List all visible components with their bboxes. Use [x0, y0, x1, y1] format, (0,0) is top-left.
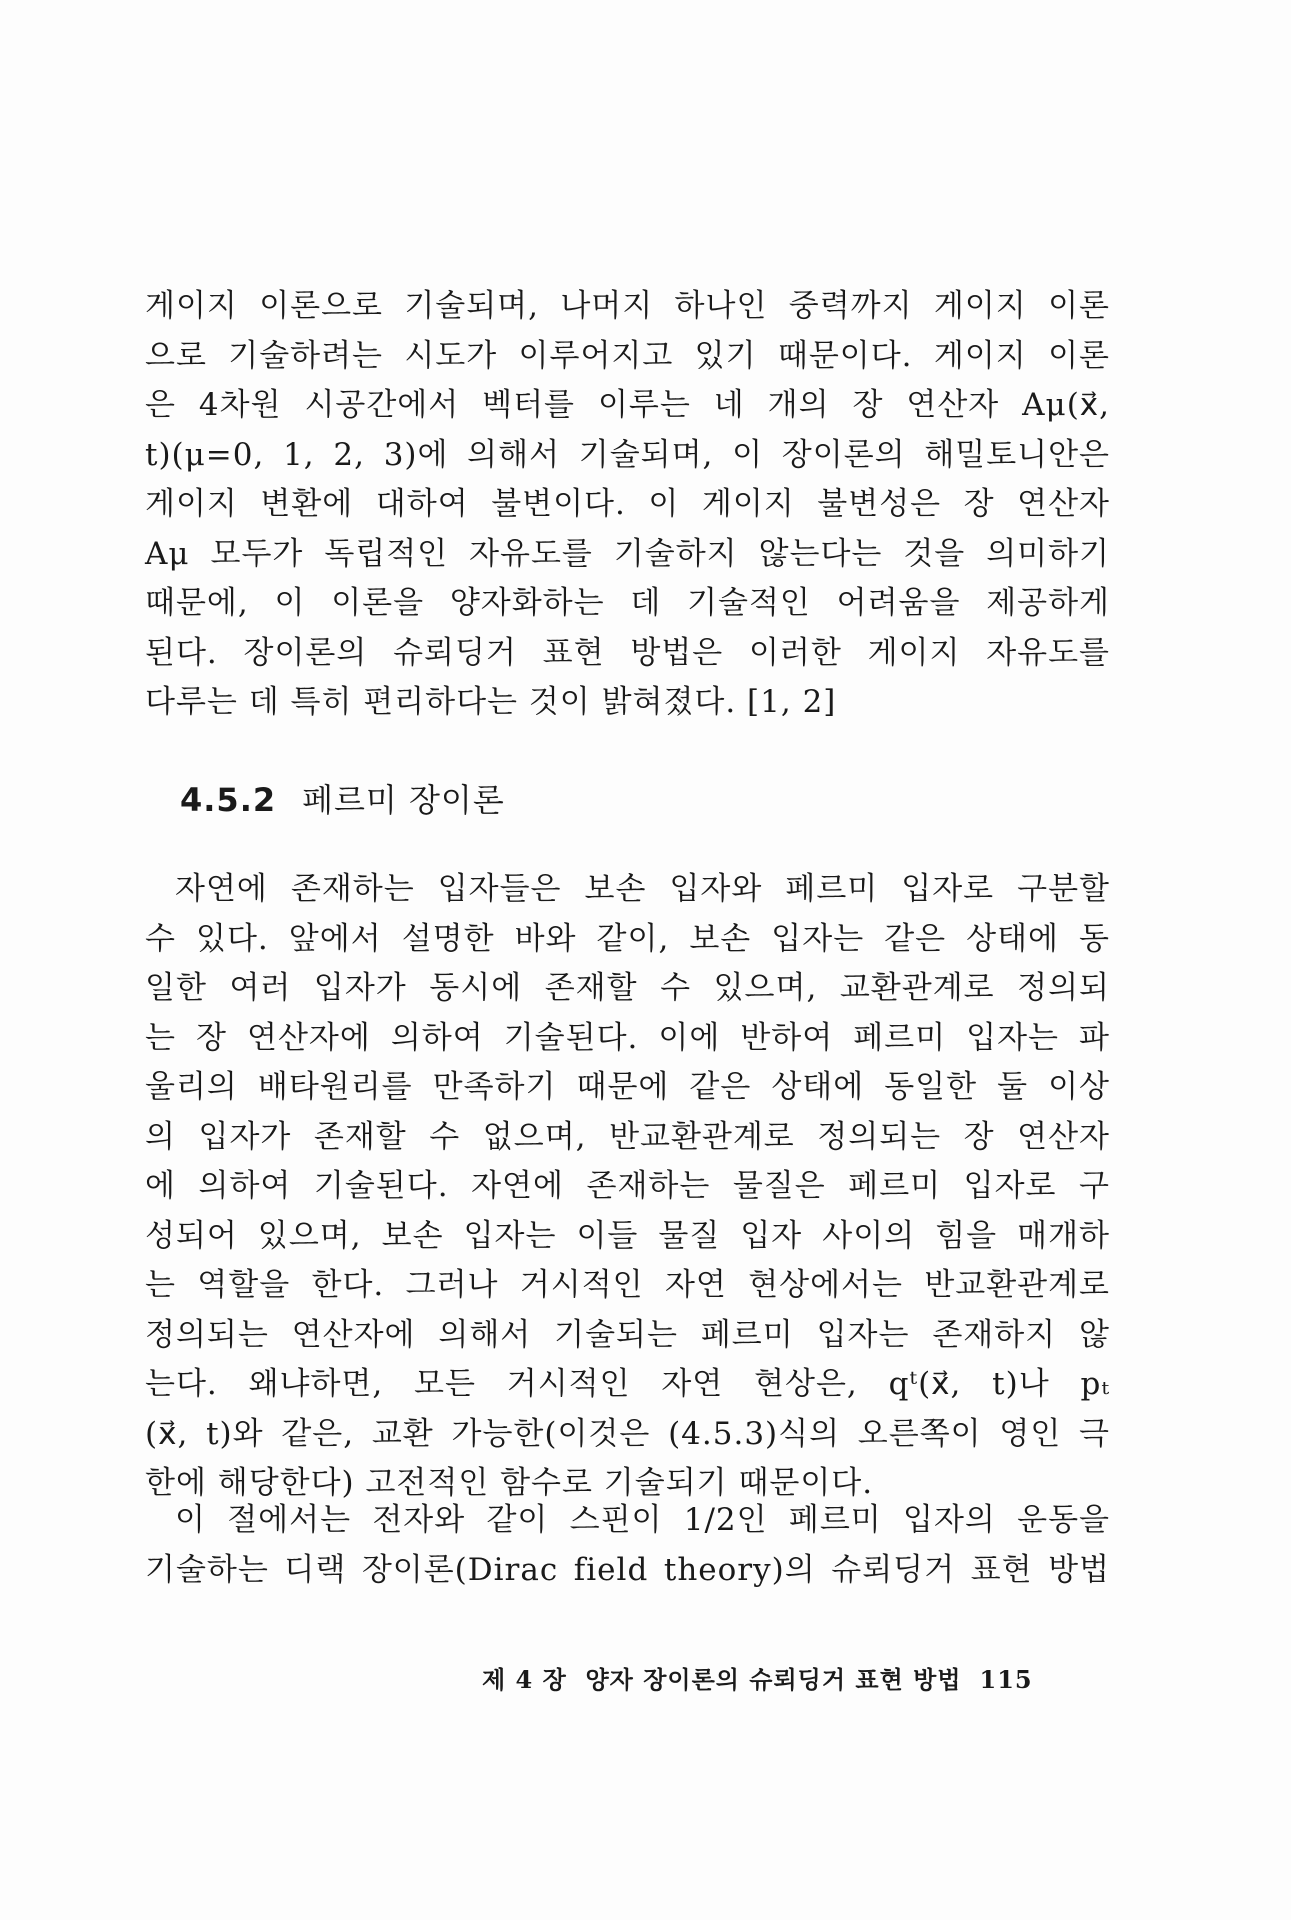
section-title: 페르미 장이론	[302, 781, 505, 819]
text-line: 에 의하여 기술된다. 자연에 존재하는 물질은 페르미 입자로 구	[145, 1168, 1110, 1204]
text-line: 자연에 존재하는 입자들은 보손 입자와 페르미 입자로 구분할	[175, 871, 1110, 907]
text-line: 성되어 있으며, 보손 입자는 이들 물질 입자 사이의 힘을 매개하	[145, 1217, 1110, 1254]
text-line: 정의되는 연산자에 의해서 기술되는 페르미 입자는 존재하지 않	[145, 1316, 1110, 1353]
text-line: 다루는 데 특히 편리하다는 것이 밝혀졌다. [1, 2]	[145, 684, 837, 720]
text-line: 때문에, 이 이론을 양자화하는 데 기술적인 어려움을 제공하게	[145, 585, 1110, 621]
text-line: 으로 기술하려는 시도가 이루어지고 있기 때문이다. 게이지 이론	[145, 337, 1110, 374]
paragraph-fermion-boson	[145, 865, 1110, 1509]
text-line: t)(μ=0, 1, 2, 3)에 의해서 기술되며, 이 장이론의 해밀토니안은	[145, 436, 1110, 473]
text-line: 는다. 왜냐하면, 모든 거시적인 자연 현상은, qᵗ(x⃗, t)나 pₜ	[145, 1366, 1110, 1402]
section-number: 4.5.2	[180, 781, 277, 819]
text-line: 울리의 배타원리를 만족하기 때문에 같은 상태에 동일한 둘 이상	[145, 1069, 1110, 1105]
text-line: 는 역할을 한다. 그러나 거시적인 자연 현상에서는 반교환관계로	[145, 1267, 1110, 1303]
text-line: 기술하는 디랙 장이론(Dirac field theory)의 슈뢰딩거 표현 방법	[145, 1551, 1110, 1588]
chapter-title: 제 4 장 양자 장이론의 슈뢰딩거 표현 방법	[482, 1665, 962, 1694]
running-footer	[482, 1660, 1033, 1695]
text-line: 은 4차원 시공간에서 벡터를 이루는 네 개의 장 연산자 Aμ(x⃗,	[145, 387, 1110, 423]
text-line: 일한 여러 입자가 동시에 존재할 수 있으며, 교환관계로 정의되	[145, 970, 1110, 1006]
section-heading	[180, 775, 505, 821]
text-line: 수 있다. 앞에서 설명한 바와 같이, 보손 입자는 같은 상태에 동	[145, 920, 1110, 957]
text-line: 한에 해당한다) 고전적인 함수로 기술되기 때문이다.	[145, 1465, 874, 1501]
text-line: (x⃗, t)와 같은, 교환 가능한(이것은 (4.5.3)식의 오른쪽이 영인 극	[145, 1415, 1110, 1452]
text-line: 게이지 이론으로 기술되며, 나머지 하나인 중력까지 게이지 이론	[145, 288, 1110, 324]
paragraph-dirac-field	[145, 1496, 1110, 1595]
paragraph-gauge-theory	[145, 282, 1110, 728]
text-line: 된다. 장이론의 슈뢰딩거 표현 방법은 이러한 게이지 자유도를	[145, 634, 1110, 671]
text-line: 의 입자가 존재할 수 없으며, 반교환관계로 정의되는 장 연산자	[145, 1118, 1110, 1155]
text-line: 는 장 연산자에 의하여 기술된다. 이에 반하여 페르미 입자는 파	[145, 1019, 1110, 1056]
page-number: 115	[979, 1665, 1033, 1694]
text-line: 게이지 변환에 대하여 불변이다. 이 게이지 불변성은 장 연산자	[145, 486, 1110, 522]
text-line: 이 절에서는 전자와 같이 스핀이 1/2인 페르미 입자의 운동을	[175, 1502, 1110, 1538]
text-line: Aμ 모두가 독립적인 자유도를 기술하지 않는다는 것을 의미하기	[145, 535, 1110, 572]
